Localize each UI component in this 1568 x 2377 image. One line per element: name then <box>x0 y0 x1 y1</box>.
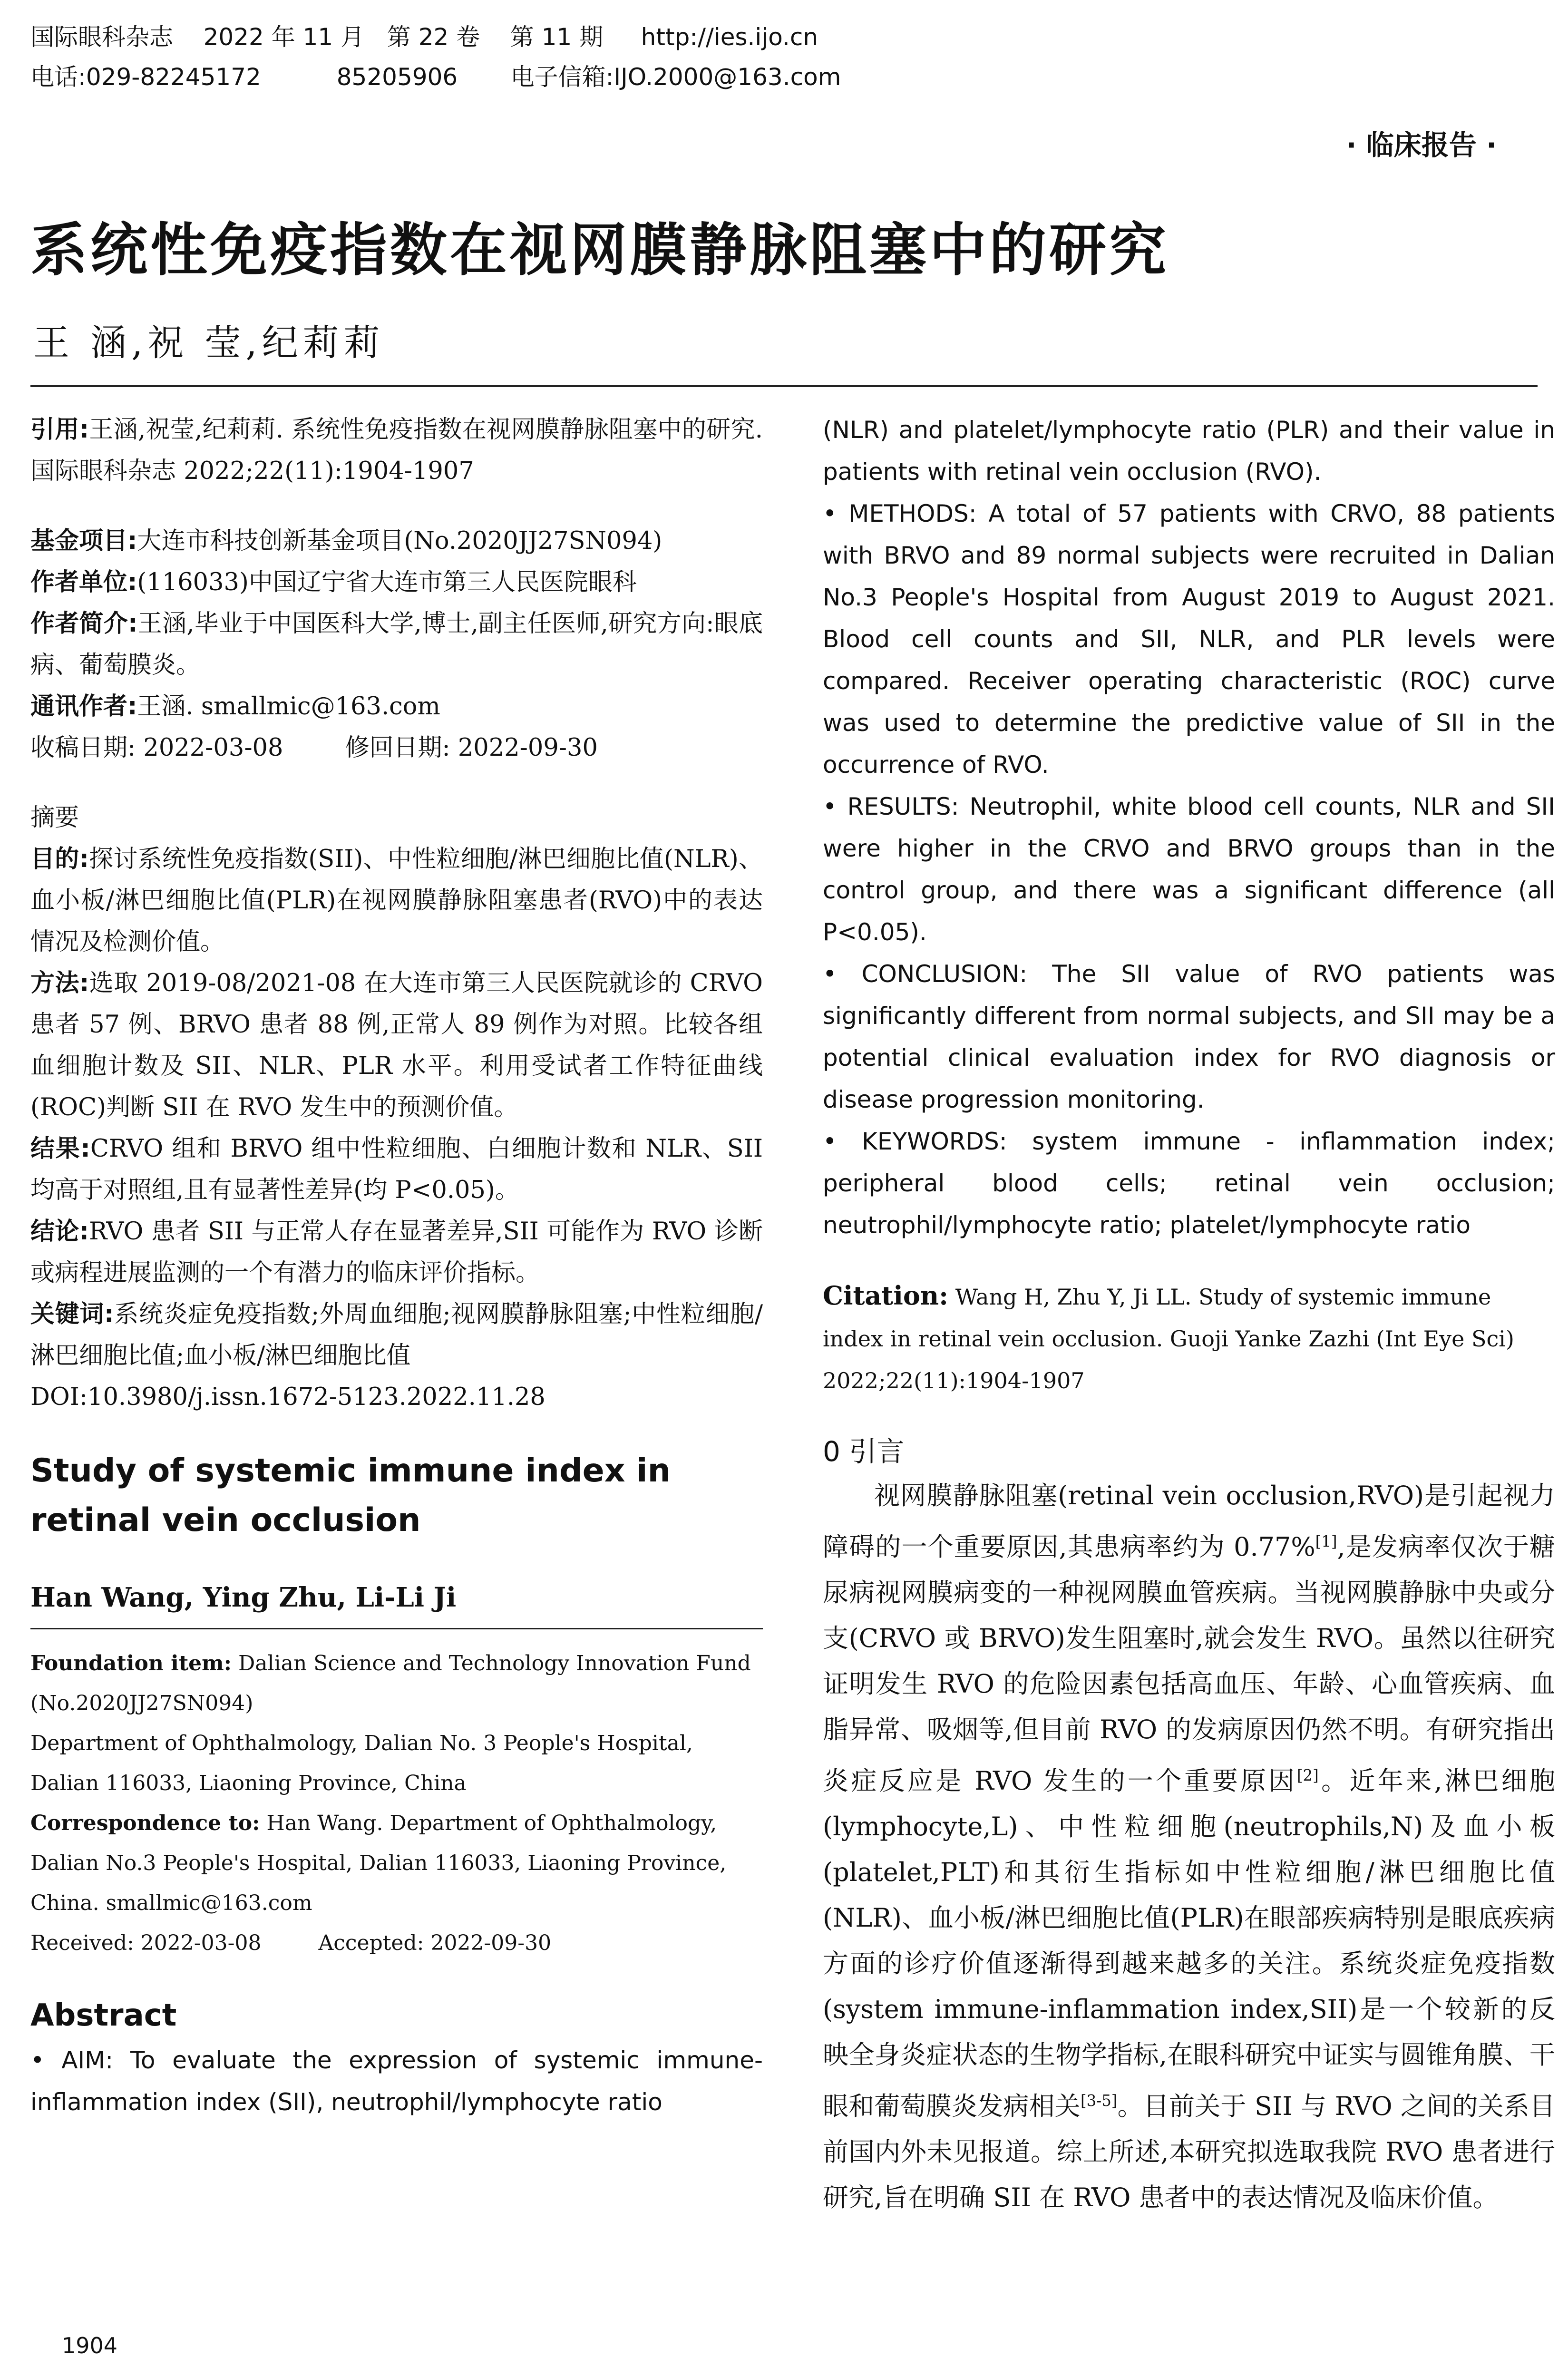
journal-header-line2: 电话:029-82245172 85205906 电子信箱:IJO.2000@163.com <box>30 63 841 91</box>
zh-bio <box>30 603 763 686</box>
bio-text: 王涵,毕业于中国医科大学,博士,副主任医师,研究方向:眼底病、葡萄膜炎。 <box>30 610 763 679</box>
revised-date: 修回日期: 2022-09-30 <box>345 734 598 762</box>
en-aim-part1: • AIM: To evaluate the expression of systemic immune-inflammation index (SII), neutrophil/lymphocyte ratio <box>30 2046 763 2116</box>
cite-label: 引用: <box>30 416 89 444</box>
reference-2: [2] <box>1296 1766 1319 1784</box>
en-methods: • METHODS: A total of 57 patients with CRVO, 88 patients with BRVO and 89 normal subjects were recruited in Dalian No.3 People's Hospital from August 2019 to August 2021. Blood cell counts and SII, NLR, and PLR levels were compared. Receiver operating characteristic (ROC) curve was used to determine the predictive value of SII in the occurrence of RVO. <box>823 500 1555 779</box>
citation-text: Wang H, Zhu Y, Ji LL. Study of systemic immune index in retinal vein occlusion. Guoji Yanke Zazhi (Int Eye Sci) 2022;22(11):1904-1907 <box>823 1284 1514 1393</box>
intro-heading: 0 引言 <box>823 1435 905 1468</box>
en-title: Study of systemic immune index in retinal vein occlusion <box>30 1452 671 1539</box>
aim-label: 目的: <box>30 845 89 873</box>
zh-aim <box>30 838 763 963</box>
en-dates <box>30 1923 763 1963</box>
unit-text: (116033)中国辽宁省大连市第三人民医院眼科 <box>137 568 637 596</box>
intro-paragraph <box>823 1473 1555 2221</box>
zh-fund <box>30 520 763 562</box>
en-department: Department of Ophthalmology, Dalian No. 3 People's Hospital, Dalian 116033, Liaoning Province, China <box>30 1731 693 1795</box>
corr-text: 王涵. smallmic@163.com <box>137 692 440 721</box>
en-received: Received: 2022-03-08 <box>30 1931 262 1955</box>
en-foundation <box>30 1644 763 1724</box>
zh-conclusion <box>30 1211 763 1294</box>
fund-text: 大连市科技创新基金项目(No.2020JJ27SN094) <box>137 527 662 555</box>
cite-text: 王涵,祝莹,纪莉莉. 系统性免疫指数在视网膜静脉阻塞中的研究. 国际眼科杂志 2022;22(11):1904-1907 <box>30 416 763 485</box>
conclusion-text: RVO 患者 SII 与正常人存在显著差异,SII 可能作为 RVO 诊断或病程进展监测的一个有潜力的临床评价指标。 <box>30 1218 763 1287</box>
en-accepted: Accepted: 2022-09-30 <box>318 1931 552 1955</box>
methods-text: 选取 2019-08/2021-08 在大连市第三人民医院就诊的 CRVO 患者 57 例、BRVO 患者 88 例,正常人 89 例作为对照。比较各组血细胞计数及 SII、NLR、PLR 水平。利用受试者工作特征曲线(ROC)判断 SII 在 RVO 发生中的预测价值。 <box>30 969 763 1121</box>
en-keywords: • KEYWORDS: system immune - inflammation index; peripheral blood cells; retinal vein occlusion; neutrophil/lymphocyte ratio; platelet/lymphocyte ratio <box>823 1128 1555 1239</box>
zh-corresponding <box>30 686 763 727</box>
methods-label: 方法: <box>30 969 89 997</box>
intro-text-1: 视网膜静脉阻塞(retinal vein occlusion,RVO)是引起视力障碍的一个重要原因,其患病率约为 0.77% <box>823 1481 1555 1562</box>
conclusion-label: 结论: <box>30 1218 89 1246</box>
header-rule <box>30 385 1538 387</box>
citation-label: Citation: <box>823 1280 949 1311</box>
intro-text-4: 。目前关于 SII 与 RVO 之间的关系目前国内外未见报道。综上所述,本研究拟选取我院 RVO 患者进行研究,旨在明确 SII 在 RVO 患者中的表达情况及临床价值。 <box>823 2091 1555 2212</box>
en-correspondence <box>30 1803 763 1923</box>
zh-doi: DOI:10.3980/j.issn.1672-5123.2022.11.28 <box>30 1383 545 1411</box>
zh-citation <box>30 409 763 492</box>
intro-text-2: ,是发病率仅次于糖尿病视网膜病变的一种视网膜血管疾病。当视网膜静脉中央或分支(CRVO 或 BRVO)发生阻塞时,就会发生 RVO。虽然以往研究证明发生 RVO 的危险因素包括高血压、年龄、心血管疾病、血脂异常、吸烟等,但目前 RVO 的发病原因仍然不明。有研究指出炎症反应是 RVO 发生的一个重要原因 <box>823 1532 1555 1796</box>
results-label: 结果: <box>30 1135 90 1163</box>
foundation-label: Foundation item: <box>30 1651 232 1676</box>
bio-label: 作者简介: <box>30 610 138 638</box>
zh-keywords <box>30 1294 763 1376</box>
journal-header-line1: 国际眼科杂志 2022 年 11 月 第 22 卷 第 11 期 http://ies.ijo.cn <box>30 23 818 51</box>
intro-text-3: 。近年来,淋巴细胞(lymphocyte,L)、中性粒细胞(neutrophils,N)及血小板(platelet,PLT)和其衍生指标如中性粒细胞/淋巴细胞比值(NLR)、血小板/淋巴细胞比值(PLR)在眼部疾病特别是眼底疾病方面的诊疗价值逐渐得到越来越多的关注。系统炎症免疫指数(system immune-inflammation index,SII)是一个较新的反映全身炎症状态的生物学指标,在眼科研究中证实与圆锥角膜、干眼和葡萄膜炎发病相关 <box>823 1766 1555 2121</box>
aim-text: 探讨系统性免疫指数(SII)、中性粒细胞/淋巴细胞比值(NLR)、血小板/淋巴细胞比值(PLR)在视网膜静脉阻塞患者(RVO)中的表达情况及检测价值。 <box>30 845 763 956</box>
en-aim-part2: (NLR) and platelet/lymphocyte ratio (PLR) and their value in patients with retinal vein occlusion (RVO). <box>823 416 1555 486</box>
received-date: 收稿日期: 2022-03-08 <box>30 734 283 762</box>
foundation-text: Dalian Science and Technology Innovation Fund (No.2020JJ27SN094) <box>30 1651 751 1715</box>
keywords-label: 关键词: <box>30 1300 114 1328</box>
keywords-text: 系统炎症免疫指数;外周血细胞;视网膜静脉阻塞;中性粒细胞/淋巴细胞比值;血小板/淋巴细胞比值 <box>30 1300 763 1370</box>
en-conclusion: • CONCLUSION: The SII value of RVO patients was significantly different from normal subjects, and SII may be a potential clinical evaluation index for RVO diagnosis or disease progression monitoring. <box>823 960 1555 1113</box>
en-citation <box>823 1275 1555 1402</box>
reference-1: [1] <box>1315 1532 1337 1550</box>
right-column <box>823 409 1555 2221</box>
left-column <box>30 409 763 2123</box>
en-results: • RESULTS: Neutrophil, white blood cell counts, NLR and SII were higher in the CRVO and BRVO groups than in the control group, and there was a significant difference (all P<0.05). <box>823 793 1555 946</box>
results-text: CRVO 组和 BRVO 组中性粒细胞、白细胞计数和 NLR、SII 均高于对照组,且有显著性差异(均 P<0.05)。 <box>30 1135 763 1204</box>
unit-label: 作者单位: <box>30 568 137 596</box>
zh-abstract-heading: 摘要 <box>30 804 79 832</box>
page-number: 1904 <box>62 2333 118 2358</box>
correspondence-label: Correspondence to: <box>30 1811 260 1835</box>
reference-3-5: [3-5] <box>1081 2092 1118 2110</box>
zh-unit <box>30 562 763 603</box>
section-tag: · 临床报告 · <box>1346 129 1497 161</box>
zh-dates <box>30 727 763 769</box>
zh-methods <box>30 963 763 1128</box>
article-title: 系统性免疫指数在视网膜静脉阻塞中的研究 <box>30 217 1169 283</box>
correspondence-text: Han Wang. Department of Ophthalmology, Dalian No.3 People's Hospital, Dalian 116033, Liaoning Province, China. smallmic@163.com <box>30 1811 727 1915</box>
zh-results <box>30 1128 763 1211</box>
article-authors: 王 涵,祝 莹,纪莉莉 <box>33 321 385 364</box>
abstract-heading: Abstract <box>30 1998 177 2033</box>
corr-label: 通讯作者: <box>30 692 137 721</box>
en-authors: Han Wang, Ying Zhu, Li-Li Ji <box>30 1582 457 1613</box>
fund-label: 基金项目: <box>30 527 137 555</box>
